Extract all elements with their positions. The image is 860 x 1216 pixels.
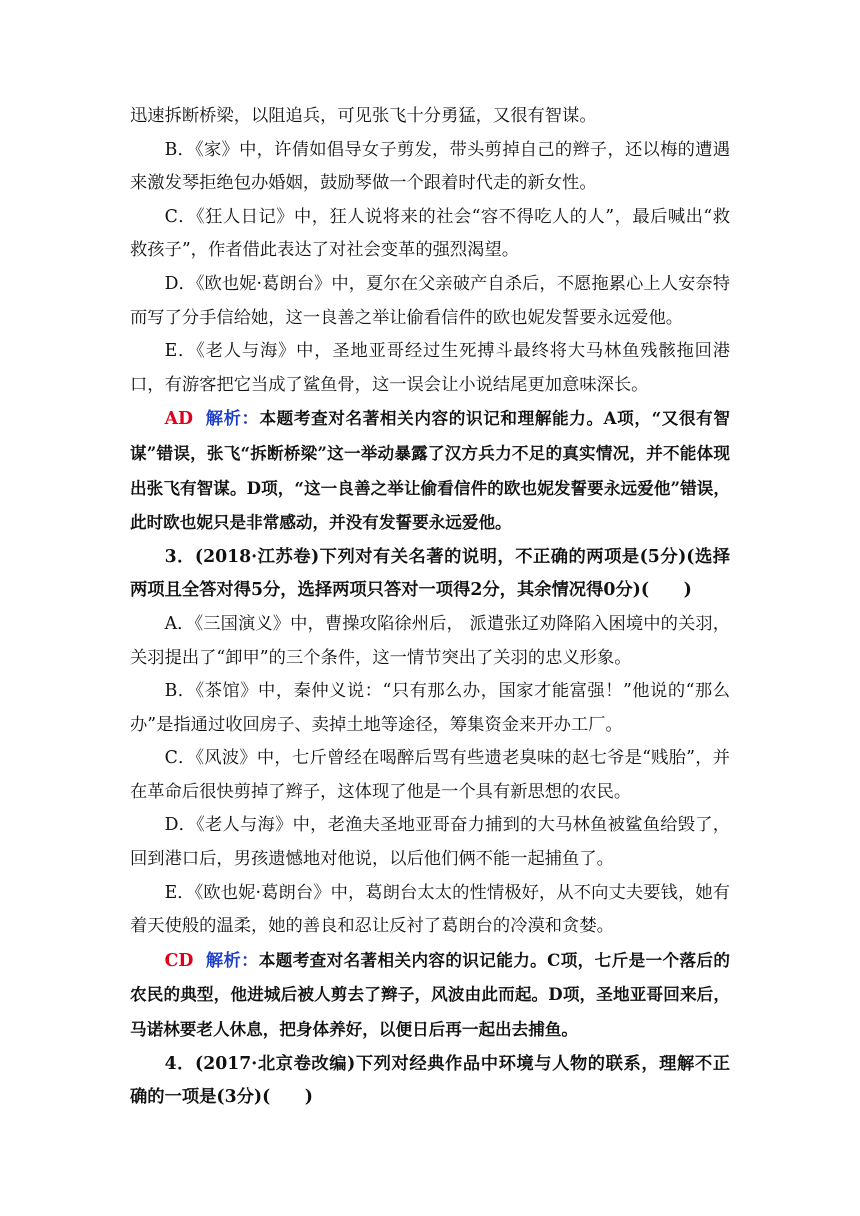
option-a-continuation: 迅速拆断桥梁，以阻追兵，可见张飞十分勇猛，又很有智谋。 <box>130 106 597 126</box>
q2-option-b: B．《家》中，许倩如倡导女子剪发，带头剪掉自己的辫子，还以梅的遭遇来激发琴拒绝包办婚姻，鼓励琴做一个跟着时代走的新女性。 <box>130 139 730 194</box>
q2-explanation-text: 本题考查对名著相关内容的识记和理解能力。A项，“又很有智谋”错误，张飞“拆断桥梁”这一举动暴露了汉方兵力不足的真实情况，并不能体现出张飞有智谋。D项，“这一良善之举让偷看信件的欧也妮发誓要永远爱他”错误，此时欧也妮只是非常感动，并没有发誓要永远爱他。 <box>130 408 730 533</box>
q3-option-d: D．《老人与海》中，老渔夫圣地亚哥奋力捕到的大马林鱼被鲨鱼给毁了，回到港口后，男孩遗憾地对他说，以后他们俩不能一起捕鱼了。 <box>130 815 730 870</box>
q3-option-e: E．《欧也妮·葛朗台》中，葛朗台太太的性情极好，从不向丈夫要钱，她有着天使般的温柔，她的善良和忍让反衬了葛朗台的冷漠和贪婪。 <box>130 882 730 937</box>
q2-option-d: D．《欧也妮·葛朗台》中，夏尔在父亲破产自杀后，不愿拖累心上人安奈特而写了分手信给她，这一良善之举让偷看信件的欧也妮发誓要永远爱他。 <box>130 273 730 328</box>
q2-option-c: C．《狂人日记》中，狂人说将来的社会“容不得吃人的人”，最后喊出“救救孩子”，作者借此表达了对社会变革的强烈渴望。 <box>130 206 730 261</box>
q3-option-a: A．《三国演义》中，曹操攻陷徐州后， 派遣张辽劝降陷入困境中的关羽，关羽提出了“卸甲”的三个条件，这一情节突出了关羽的忠义形象。 <box>130 613 730 668</box>
document-body <box>130 100 730 1115</box>
q3-option-c: C．《风波》中，七斤曾经在喝醉后骂有些遗老臭味的赵七爷是“贱胎”，并在革命后很快剪掉了辫子，这体现了他是一个具有新思想的农民。 <box>130 748 730 802</box>
q2-option-e: E．《老人与海》中，圣地亚哥经过生死搏斗最终将大马林鱼残骸拖回港口，有游客把它当成了鲨鱼骨，这一误会让小说结尾更加意味深长。 <box>130 341 730 395</box>
q4-stem: 4．(2017·北京卷改编)下列对经典作品中环境与人物的联系，理解不正确的一项是(3分)( ) <box>130 1053 730 1108</box>
q2-answer-letters: AD <box>164 409 193 430</box>
q2-answer-explanation <box>130 402 730 540</box>
q3-stem: 3．(2018·江苏卷)下列对有关名著的说明，不正确的两项是(5分)(选择两项且全答对得5分，选择两项只答对一项得2分，其余情况得0分)( ) <box>130 546 730 601</box>
q2-explanation-label: 解析： <box>205 409 260 430</box>
q3-option-b: B．《茶馆》中，秦仲义说：“只有那么办，国家才能富强！”他说的“那么办”是指通过收回房子、卖掉土地等途径，筹集资金来开办工厂。 <box>130 681 730 735</box>
q3-explanation-label: 解析： <box>205 950 259 971</box>
q3-explanation-text: 本题考查对名著相关内容的识记能力。C项，七斤是一个落后的农民的典型，他进城后被人剪去了辫子，风波由此而起。D项，圣地亚哥回来后，马诺林要老人休息，把身体养好，以便日后再一起出去捕鱼。 <box>130 949 730 1040</box>
q3-answer-explanation <box>130 944 730 1048</box>
q3-answer-letters: CD <box>164 950 194 971</box>
